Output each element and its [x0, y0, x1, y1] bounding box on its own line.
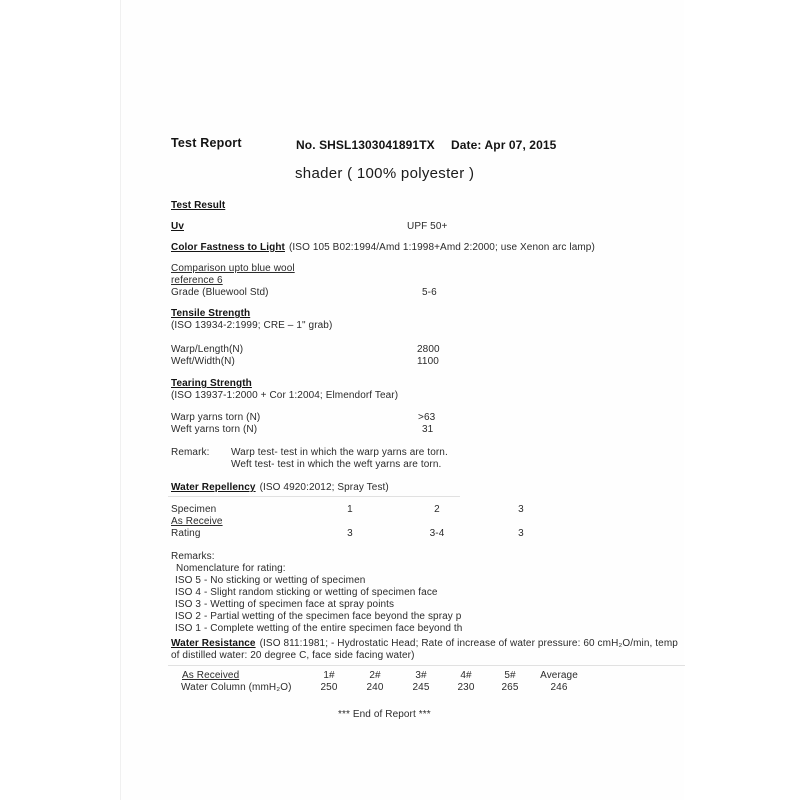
as-received-label: As Received [182, 670, 240, 681]
water-resistance-table-rule [168, 665, 685, 666]
wr-col-2: 2# [369, 670, 381, 681]
color-fastness-heading: Color Fastness to Light [171, 242, 285, 253]
warp-torn-value: >63 [418, 412, 436, 423]
rating-value-3: 3 [518, 528, 524, 539]
water-resistance-method-1: (ISO 811:1981; - Hydrostatic Head; Rate of increase of water pressure: 60 cmH₂O/min, temp [259, 638, 678, 649]
specimen-label: Specimen [171, 504, 217, 515]
uv-label: Uv [171, 221, 184, 232]
nomenclature-iso3: ISO 3 - Wetting of specimen face at spray points [175, 599, 395, 610]
water-column-label: Water Column (mmH₂O) [181, 682, 292, 693]
nomenclature-iso4: ISO 4 - Slight random sticking or wetting of specimen face [175, 587, 438, 598]
weft-width-label: Weft/Width(N) [171, 356, 235, 367]
remark-line-2: Weft test- test in which the weft yarns are torn. [231, 459, 442, 470]
wr-value-average: 246 [550, 682, 568, 693]
water-resistance-line1 [171, 638, 678, 650]
warp-torn-label: Warp yarns torn (N) [171, 412, 261, 423]
specimen-col-3: 3 [518, 504, 524, 515]
warp-length-label: Warp/Length(N) [171, 344, 244, 355]
uv-value: UPF 50+ [407, 221, 448, 232]
report-number: No. SHSL1303041891TX [296, 138, 435, 152]
comparison-line2: reference 6 [171, 275, 223, 286]
weft-width-value: 1100 [417, 356, 439, 367]
water-repellency-line [171, 482, 389, 494]
rating-value-1: 3 [347, 528, 353, 539]
remark-label: Remark: [171, 447, 210, 458]
tearing-method: (ISO 13937-1:2000 + Cor 1:2004; Elmendorf Tear) [171, 390, 399, 401]
grade-label: Grade (Bluewool Std) [171, 287, 269, 298]
color-fastness-method: (ISO 105 B02:1994/Amd 1:1998+Amd 2:2000; use Xenon arc lamp) [288, 242, 595, 253]
grade-value: 5-6 [422, 287, 437, 298]
remarks-label: Remarks: [171, 551, 215, 562]
wr-value-1: 250 [320, 682, 338, 693]
specimen-col-2: 2 [434, 504, 440, 515]
nomenclature-title: Nomenclature for rating: [176, 563, 286, 574]
wr-col-5: 5# [504, 670, 516, 681]
nomenclature-iso1: ISO 1 - Complete wetting of the entire specimen face beyond th [175, 623, 463, 634]
end-of-report: *** End of Report *** [338, 709, 431, 720]
tensile-method: (ISO 13934-2:1999; CRE – 1" grab) [171, 320, 333, 331]
wr-col-4: 4# [460, 670, 472, 681]
nomenclature-iso5: ISO 5 - No sticking or wetting of specimen [175, 575, 366, 586]
as-receive-label: As Receive [171, 516, 223, 527]
water-resistance-method-2: of distilled water: 20 degree C, face side facing water) [171, 650, 415, 661]
report-title: Test Report [171, 136, 242, 150]
tearing-heading: Tearing Strength [171, 378, 252, 389]
water-resistance-heading: Water Resistance [171, 638, 256, 649]
rating-value-2: 3-4 [429, 528, 445, 539]
wr-col-1: 1# [323, 670, 335, 681]
weft-torn-value: 31 [422, 424, 434, 435]
specimen-col-1: 1 [347, 504, 353, 515]
warp-length-value: 2800 [417, 344, 440, 355]
specimen-table-rule [168, 496, 460, 497]
wr-value-5: 265 [501, 682, 519, 693]
nomenclature-iso2: ISO 2 - Partial wetting of the specimen face beyond the spray p [175, 611, 462, 622]
water-repellency-method: (ISO 4920:2012; Spray Test) [259, 482, 389, 493]
tensile-heading: Tensile Strength [171, 308, 251, 319]
wr-value-2: 240 [366, 682, 384, 693]
comparison-line1: Comparison upto blue wool [171, 263, 295, 274]
color-fastness-line [171, 242, 595, 254]
wr-value-4: 230 [457, 682, 475, 693]
weft-torn-label: Weft yarns torn (N) [171, 424, 258, 435]
rating-label: Rating [171, 528, 201, 539]
water-repellency-heading: Water Repellency [171, 482, 256, 493]
report-date: Date: Apr 07, 2015 [451, 138, 557, 152]
report-page [120, 0, 684, 800]
test-result-heading: Test Result [171, 200, 226, 211]
sample-title: shader ( 100% polyester ) [295, 165, 475, 182]
wr-value-3: 245 [412, 682, 430, 693]
wr-col-average: Average [540, 670, 578, 681]
remark-line-1: Warp test- test in which the warp yarns are torn. [231, 447, 448, 458]
wr-col-3: 3# [415, 670, 427, 681]
